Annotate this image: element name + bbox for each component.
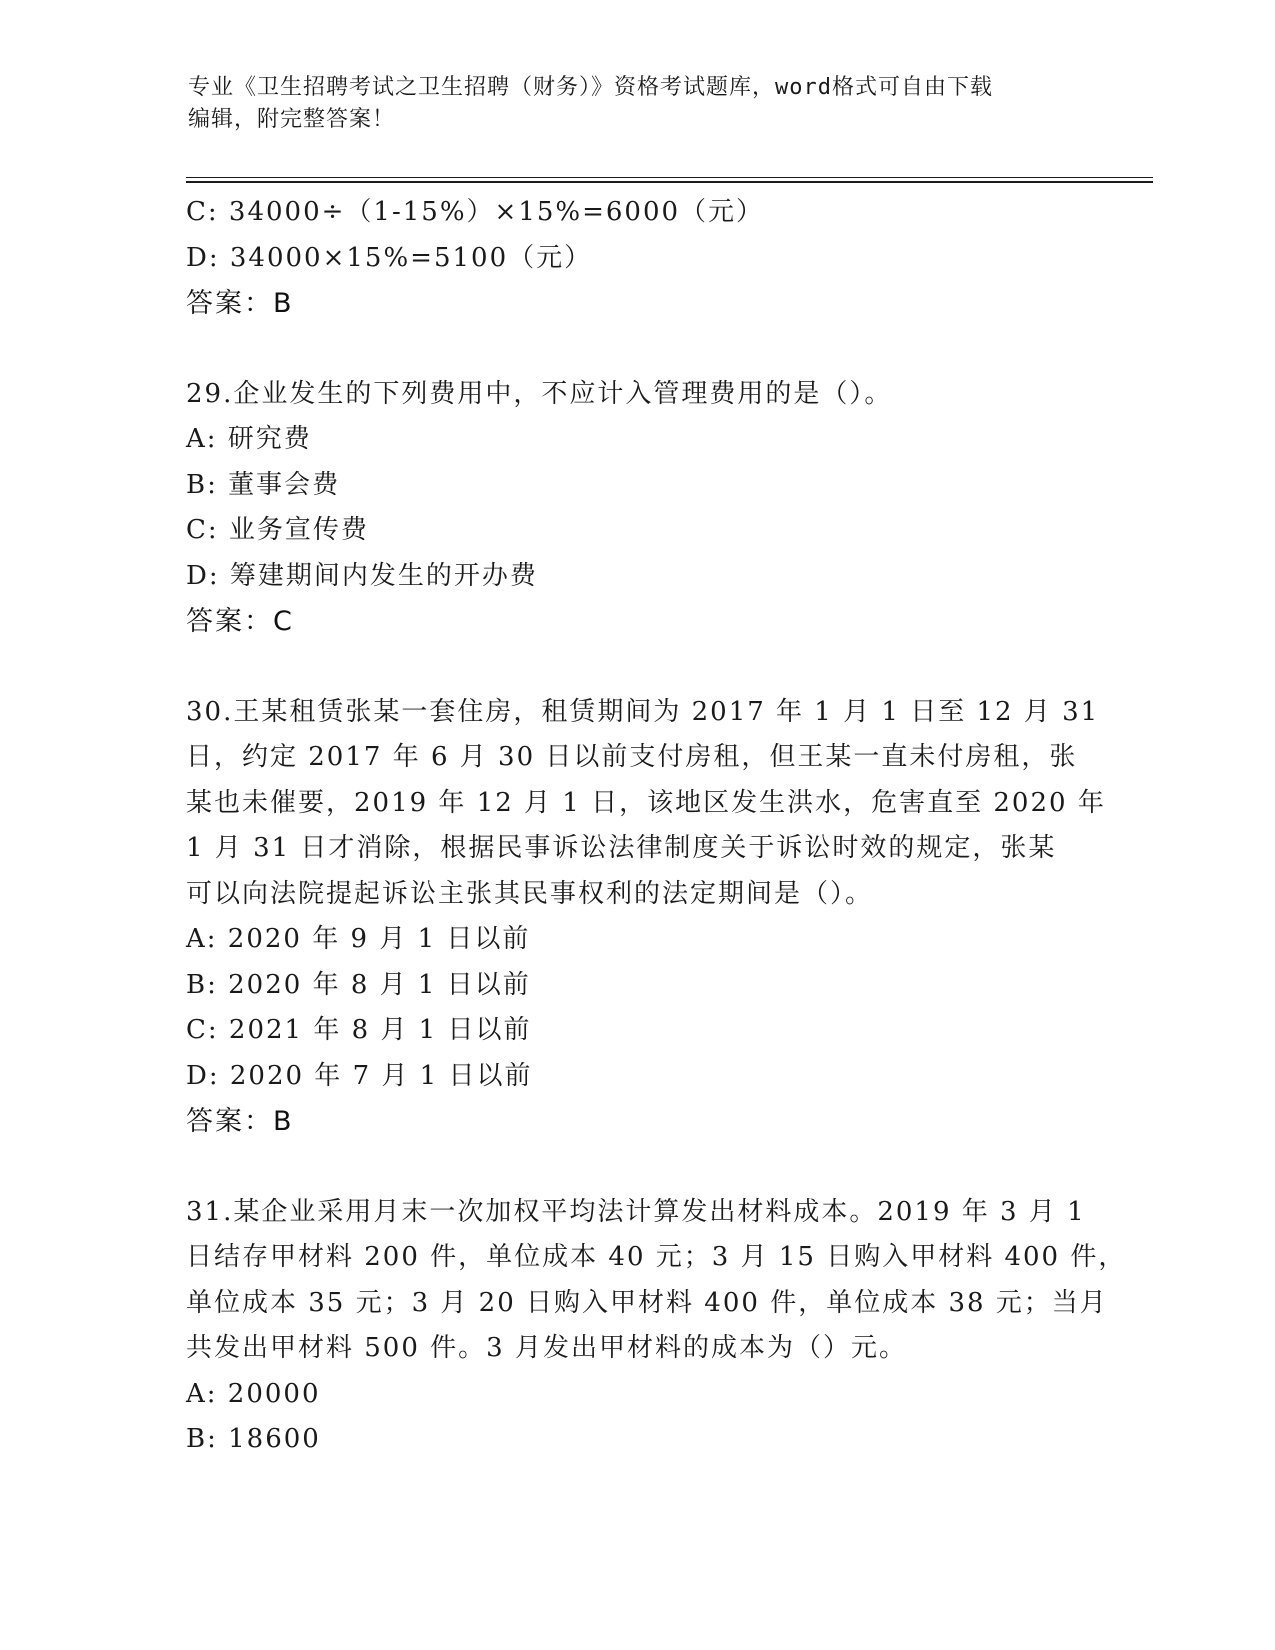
question-31 bbox=[186, 1190, 1127, 1463]
option-c: C: 2021 年 8 月 1 日以前 bbox=[186, 1015, 532, 1045]
question-stem: 29.企业发生的下列费用中，不应计入管理费用的是（）。 bbox=[186, 378, 893, 409]
question-stem-line: 30.王某租赁张某一套住房，租赁期间为 2017 年 1 月 1 日至 12 月 31 bbox=[186, 696, 1100, 727]
question-30 bbox=[186, 690, 1106, 1145]
option-d: D: 筹建期间内发生的开办费 bbox=[186, 560, 538, 591]
question-29 bbox=[186, 372, 1086, 645]
question-stem-line: 日，约定 2017 年 6 月 30 日以前支付房租，但王某一直未付房租，张 bbox=[186, 742, 1078, 772]
option-c: C: 34000÷（1-15%）×15%=6000（元） bbox=[186, 197, 765, 227]
question-stem-line: 某也未催要，2019 年 12 月 1 日，该地区发生洪水，危害直至 2020 年 bbox=[186, 787, 1106, 818]
question-stem-line: 可以向法院提起诉讼主张其民事权利的法定期间是（）。 bbox=[186, 878, 874, 909]
header-line-1: 专业《卫生招聘考试之卫生招聘（财务）》资格考试题库，word格式可自由下载 bbox=[188, 75, 993, 100]
option-a: A: 2020 年 9 月 1 日以前 bbox=[186, 924, 531, 954]
carryover-question bbox=[186, 190, 1086, 327]
spacer bbox=[186, 645, 1086, 690]
spacer bbox=[186, 327, 1086, 372]
header-divider-thick bbox=[186, 181, 1153, 183]
option-a: A: 研究费 bbox=[186, 424, 312, 454]
answer: 答案：C bbox=[186, 606, 294, 637]
question-stem-line: 31.某企业采用月末一次加权平均法计算发出材料成本。2019 年 3 月 1 bbox=[186, 1196, 1086, 1227]
option-c: C: 业务宣传费 bbox=[186, 515, 369, 545]
option-b: B: 18600 bbox=[186, 1424, 321, 1454]
option-d: D: 34000×15%=5100（元） bbox=[186, 242, 593, 273]
option-b: B: 2020 年 8 月 1 日以前 bbox=[186, 969, 531, 1000]
answer: 答案：B bbox=[186, 288, 294, 319]
header-line-2: 编辑，附完整答案！ bbox=[188, 107, 396, 132]
spacer bbox=[186, 1145, 1086, 1190]
header-divider-thin bbox=[186, 177, 1153, 178]
option-d: D: 2020 年 7 月 1 日以前 bbox=[186, 1060, 533, 1091]
question-stem-line: 1 月 31 日才消除，根据民事诉讼法律制度关于诉讼时效的规定，张某 bbox=[186, 833, 1057, 863]
question-stem-line: 共发出甲材料 500 件。3 月发出甲材料的成本为（）元。 bbox=[186, 1333, 907, 1363]
question-content bbox=[186, 190, 1127, 1463]
question-stem-line: 日结存甲材料 200 件，单位成本 40 元；3 月 15 日购入甲材料 400 件， bbox=[186, 1242, 1127, 1272]
option-a: A: 20000 bbox=[186, 1378, 321, 1409]
answer: 答案：B bbox=[186, 1106, 294, 1137]
option-b: B: 董事会费 bbox=[186, 469, 341, 500]
question-stem-line: 单位成本 35 元；3 月 20 日购入甲材料 400 件，单位成本 38 元；当月 bbox=[186, 1287, 1108, 1318]
page-header bbox=[188, 72, 1068, 136]
